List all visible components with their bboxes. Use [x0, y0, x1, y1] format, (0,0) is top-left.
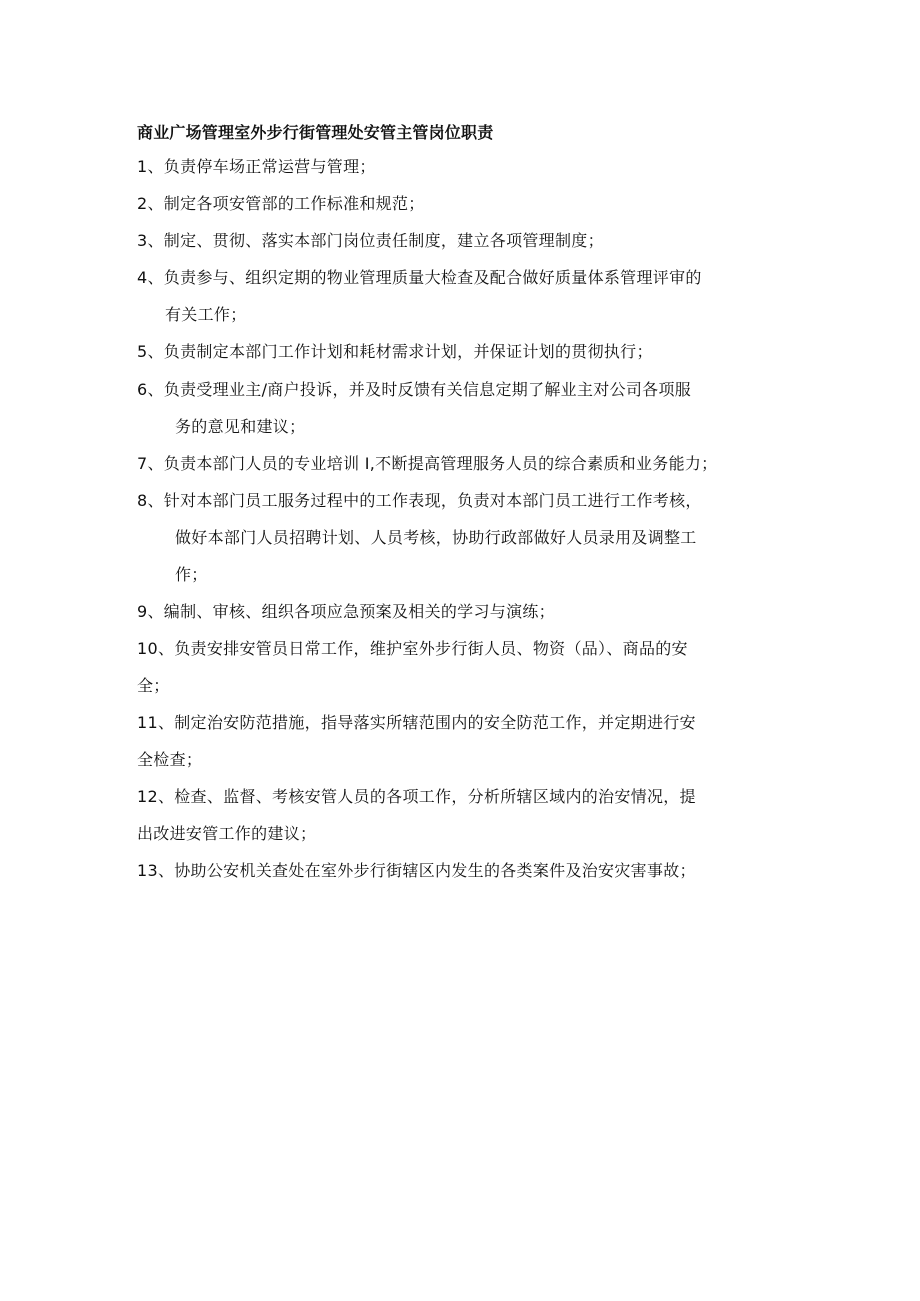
duty-line-12: 12、检查、监督、考核安管人员的各项工作，分析所辖区域内的治安情况，提 — [137, 787, 696, 806]
duty-line-6: 6、负责受理业主/商户投诉，并及时反馈有关信息定期了解业主对公司各项服 — [137, 380, 692, 399]
duty-line-5: 5、负责制定本部门工作计划和耗材需求计划，并保证计划的贯彻执行； — [137, 342, 653, 361]
duty-line-8-cont-2: 作； — [175, 565, 208, 584]
duty-line-8-cont-1: 做好本部门人员招聘计划、人员考核，协助行政部做好人员录用及调整工 — [175, 528, 697, 547]
duty-line-2: 2、制定各项安管部的工作标准和规范； — [137, 194, 425, 213]
duty-line-10: 10、负责安排安管员日常工作，维护室外步行街人员、物资（品）、商品的安 — [137, 639, 688, 658]
duty-line-9: 9、编制、审核、组织各项应急预案及相关的学习与演练； — [137, 602, 555, 621]
duty-line-1: 1、负责停车场正常运营与管理； — [137, 157, 376, 176]
duty-line-8: 8、针对本部门员工服务过程中的工作表现，负责对本部门员工进行工作考核， — [137, 491, 702, 510]
duty-line-4-cont: 有关工作； — [165, 305, 247, 324]
document-title: 商业广场管理室外步行街管理处安管主管岗位职责 — [137, 123, 494, 142]
duty-line-6-cont: 务的意见和建议； — [175, 417, 306, 436]
duty-line-13: 13、协助公安机关查处在室外步行街辖区内发生的各类案件及治安灾害事故； — [137, 861, 696, 880]
duty-line-11-cont: 全检查； — [137, 750, 203, 769]
duty-line-12-cont: 出改进安管工作的建议； — [137, 824, 317, 843]
duty-line-3: 3、制定、贯彻、落实本部门岗位责任制度，建立各项管理制度； — [137, 231, 604, 250]
duty-line-10-cont: 全； — [137, 676, 170, 695]
duty-line-4: 4、负责参与、组织定期的物业管理质量大检查及配合做好质量体系管理评审的 — [137, 268, 702, 287]
duty-line-11: 11、制定治安防范措施，指导落实所辖范围内的安全防范工作，并定期进行安 — [137, 713, 696, 732]
duty-line-7: 7、负责本部门人员的专业培训 I,不断提高管理服务人员的综合素质和业务能力； — [137, 454, 718, 473]
